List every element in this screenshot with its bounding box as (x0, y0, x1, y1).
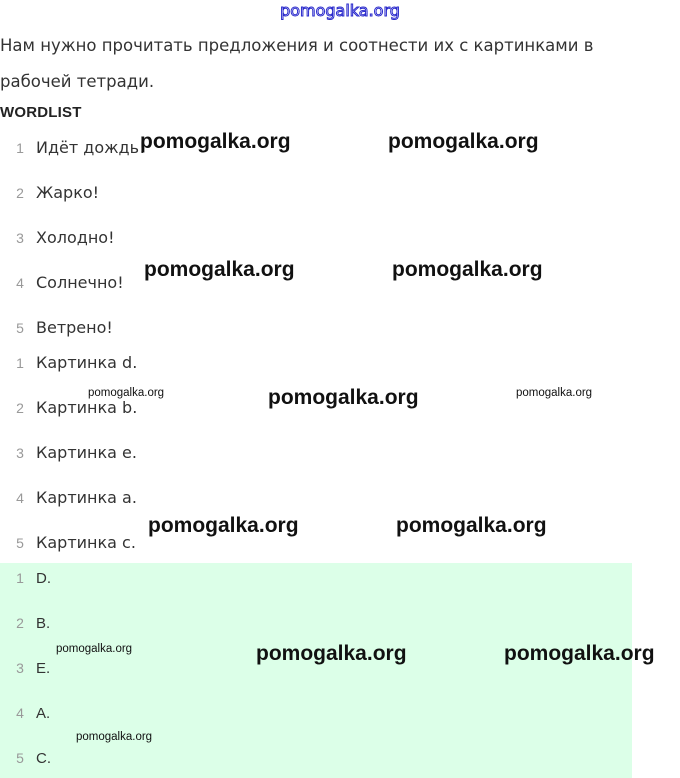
item-number: 3 (16, 230, 24, 246)
item-number: 2 (16, 400, 24, 416)
watermark: pomogalka.org (392, 258, 543, 281)
item-text: Жарко! (36, 183, 100, 202)
item-text: Картинка b. (36, 398, 138, 417)
watermark: pomogalka.org (88, 387, 165, 399)
watermark: pomogalka.org (396, 514, 547, 537)
item-number: 1 (16, 140, 24, 156)
item-text: Идёт дождь! (36, 138, 146, 157)
item-text: Картинка e. (36, 443, 137, 462)
item-number: 4 (16, 705, 24, 721)
item-number: 5 (16, 750, 24, 766)
item-number: 2 (16, 185, 24, 201)
item-text: C. (36, 750, 51, 767)
answers-panel (0, 563, 632, 778)
item-number: 5 (16, 320, 24, 336)
item-number: 4 (16, 490, 24, 506)
watermark: pomogalka.org (504, 642, 655, 665)
watermark: pomogalka.org (144, 258, 295, 281)
item-text: A. (36, 705, 51, 722)
item-text: D. (36, 570, 51, 587)
watermark: pomogalka.org (268, 386, 419, 409)
wordlist-heading: WORDLIST (0, 104, 82, 121)
item-number: 3 (16, 445, 24, 461)
watermark: pomogalka.org (148, 514, 299, 537)
item-text: E. (36, 660, 51, 677)
item-number: 4 (16, 275, 24, 291)
item-text: Картинка a. (36, 488, 137, 507)
watermark: pomogalka.org (256, 642, 407, 665)
watermark: pomogalka.org (76, 731, 153, 743)
item-text: Холодно! (36, 228, 115, 247)
watermark: pomogalka.org (140, 130, 291, 153)
item-number: 3 (16, 660, 24, 676)
item-number: 1 (16, 570, 24, 586)
intro-text: Нам нужно прочитать предложения и соотнести их с картинками в рабочей тетради. (0, 36, 594, 91)
item-text: Картинка c. (36, 533, 136, 552)
item-number: 2 (16, 615, 24, 631)
item-number: 1 (16, 355, 24, 371)
watermark: pomogalka.org (516, 387, 593, 399)
watermark: pomogalka.org (388, 130, 539, 153)
watermark: pomogalka.org (56, 643, 133, 655)
item-text: Солнечно! (36, 273, 124, 292)
site-logo[interactable]: pomogalka.org (280, 1, 400, 20)
item-text: B. (36, 615, 51, 632)
item-number: 5 (16, 535, 24, 551)
item-text: Ветрено! (36, 318, 113, 337)
item-text: Картинка d. (36, 353, 138, 372)
